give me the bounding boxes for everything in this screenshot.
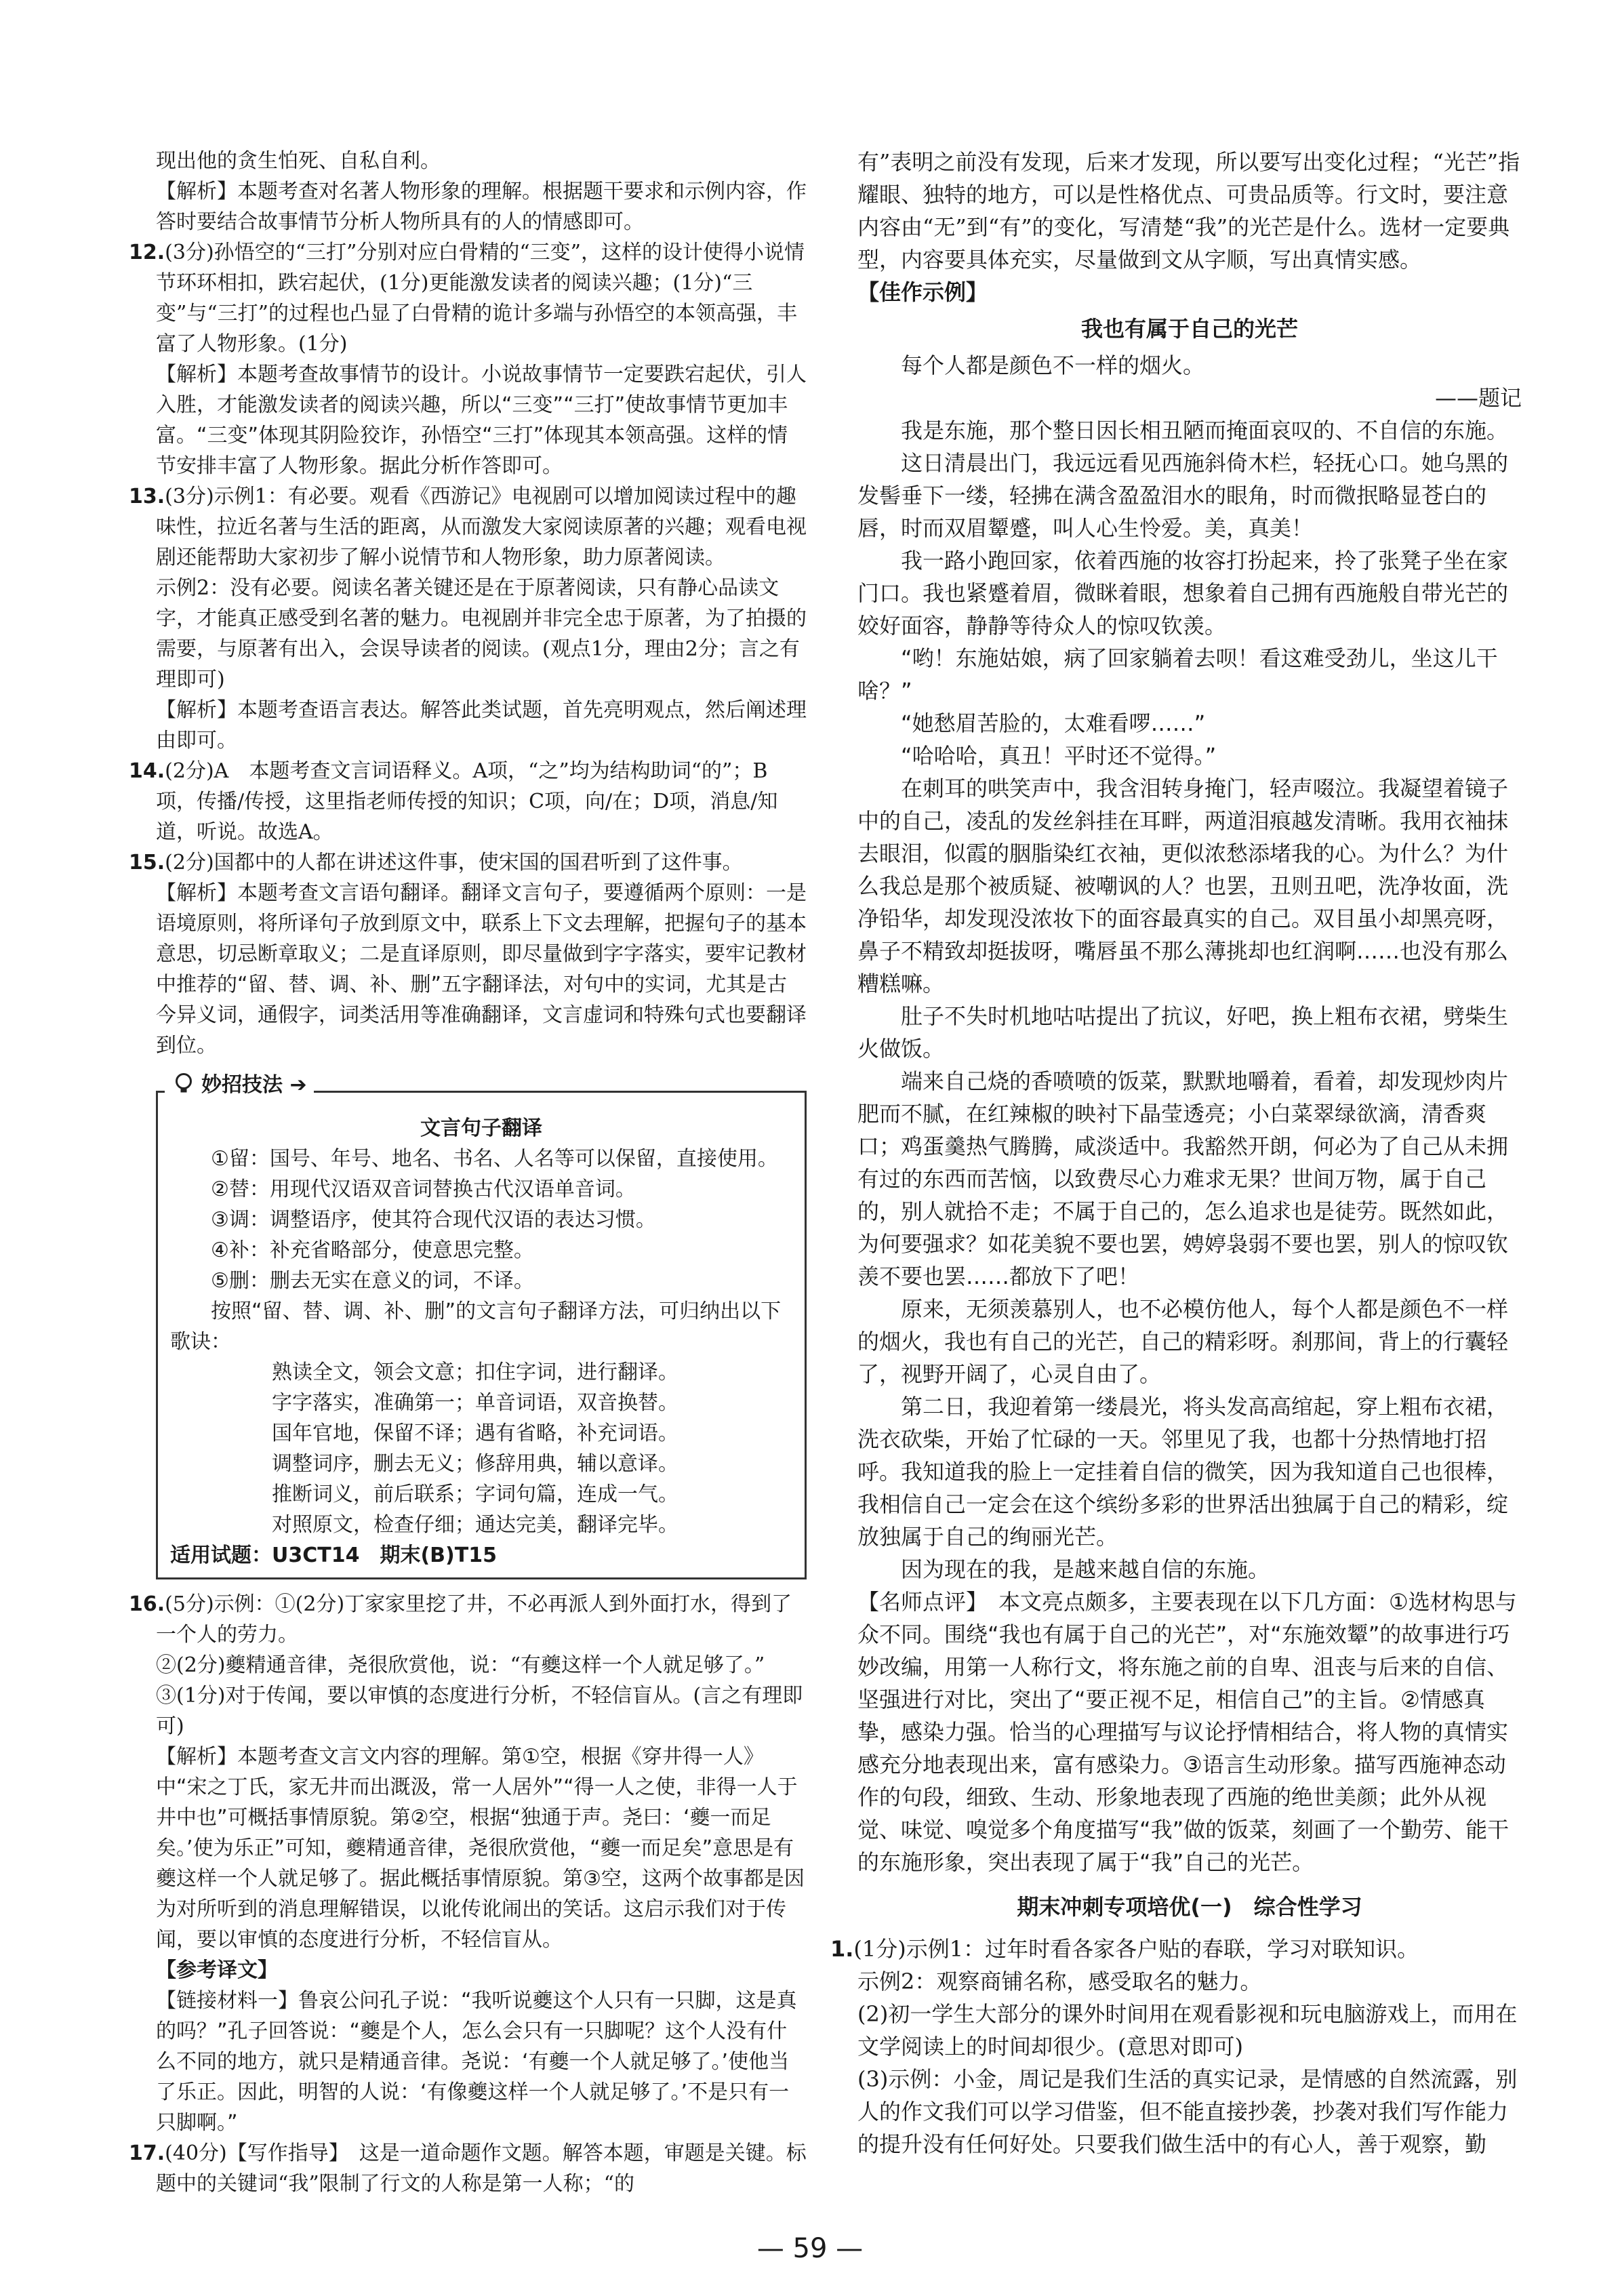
answer-part-2: (2)初一学生大部分的课外时间用在观看影视和玩电脑游戏上，而用在文学阅读上的时间却很少。(意思对即可) [857, 2001, 1518, 2059]
section-title: 期末冲刺专项培优(一) 综合性学习 [1017, 1894, 1362, 1920]
essay-title: 我也有属于自己的光芒 [1080, 316, 1298, 342]
analysis-16: 【解析】本题考查文言文内容的理解。第①空，根据《穿井得一人》中“宋之丁氏，家无井而出溉汲，常一人居外”“得一人之使，非得一人于井中也”可概括事情原貌。第②空，根据“独通于声。尧曰：‘夔一而足矣。’使为乐正”可知，夔精通音律，尧很欣赏他，“夔一而足矣”意思是有夔这样一个人就足够了。据此概括事情原貌。第③空，这两个故事都是因为对所听到的消息理解错误，以讹传讹闹出的笑话。这启示我们对于传闻，要以审慎的态度进行分析，不轻信盲从。 [156, 1745, 805, 1952]
verse-line: 调整词序，删去无义；修辞用典，辅以意译。 [272, 1452, 679, 1476]
right-column [830, 146, 1522, 2160]
section-question-1 [830, 1933, 1522, 1965]
answer-example-2: 示例2：观察商铺名称，感受取名的魅力。 [857, 1969, 1262, 1994]
essay-paragraph: “她愁眉苦脸的，太难看啰……” [901, 710, 1206, 736]
question-number: 1. [830, 1936, 854, 1962]
reference-translation: 【链接材料一】鲁哀公问孔子说：“我听说夔这个人只有一只脚，这是真的吗？”孔子回答说：“夔是个人，怎么会只有一只脚呢？这个人没有什么不同的地方，就只是精通音律。尧说：‘有夔一个人就足够了。’使他当了乐正。因此，明智的人说：‘有像夔这样一个人就足够了。’不是只有一只脚啊。” [156, 1989, 797, 2135]
essay-paragraph: 肚子不失时机地咕咕提出了抗议，好吧，换上粗布衣裙，劈柴生火做饭。 [857, 1003, 1509, 1062]
tip-header [165, 1070, 314, 1100]
analysis-15: 【解析】本题考查文言语句翻译。翻译文言句子，要遵循两个原则：一是语境原则，将所译句子放到原文中，联系上下文去理解，把握句子的基本意思，切忌断章取义；二是直译原则，即尽量做到字字落实，要牢记教材中推荐的“留、替、调、补、删”五字翻译法，对句中的实词，尤其是古今异义词，通假字，词类活用等准确翻译，文言虚词和特殊句式也要翻译到位。 [156, 881, 807, 1058]
essay-paragraph: “哈哈哈，真丑！平时还不觉得。” [901, 743, 1217, 769]
tip-box [156, 1073, 807, 1579]
writing-guide-continued: 有”表明之前没有发现，后来才发现，所以要写出变化过程；“光芒”指耀眼、独特的地方，可以是性格优点、可贵品质等。行文时，要注意内容由“无”到“有”的变化，写清楚“我”的光芒是什么。选材一定要典型，内容要具体充实，尽量做到文从字顺，写出真情实感。 [857, 149, 1520, 273]
essay-paragraph: 因为现在的我，是越来越自信的东施。 [901, 1556, 1270, 1582]
answer-part-3: ③(1分)对于传闻，要以审慎的态度进行分析，不轻信盲从。(言之有理即可) [156, 1684, 803, 1738]
verse-line: 字字落实，准确第一；单音词语，双音换替。 [272, 1391, 679, 1415]
tip-header-label: 妙招技法 [201, 1073, 283, 1097]
answer-text: (40分)【写作指导】 这是一道命题作文题。解答本题，审题是关键。标题中的关键词“我”限制了行文的人称是第一人称；“的 [156, 2141, 807, 2196]
answer-line: 现出他的贪生怕死、自私自利。 [156, 149, 441, 173]
essay-paragraph: 在刺耳的哄笑声中，我含泪转身掩门，轻声啜泣。我凝望着镜子中的自己，凌乱的发丝斜挂在耳畔，两道泪痕越发清晰。我用衣袖抹去眼泪，似霞的胭脂染红衣袖，更似浓愁添堵我的心。为什么？为什么我总是那个被质疑、被嘲讽的人？也罢，丑则丑吧，洗净妆面，洗净铅华，却发现没浓妆下的面容最真实的自己。双目虽小却黑亮呀，鼻子不精致却挺拔呀，嘴唇虽不那么薄挑却也红润啊……也没有那么糟糕嘛。 [857, 776, 1509, 996]
question-13 [129, 481, 807, 573]
tip-item: ⑤删：删去无实在意义的词，不译。 [211, 1269, 534, 1293]
verse-line: 对照原文，检查仔细；通达完美，翻译完毕。 [272, 1513, 679, 1537]
question-16 [129, 1589, 807, 1650]
tip-item: ③调：调整语序，使其符合现代汉语的表达习惯。 [211, 1208, 656, 1232]
verse-line: 推断词义，前后联系；字词句篇，连成一气。 [272, 1483, 679, 1506]
example-tag: 【佳作示例】 [857, 279, 988, 305]
reference-translation-tag: 【参考译文】 [156, 1958, 278, 1982]
answer-text: (2分)A 本题考查文言词语释义。A项，“之”均为结构助词“的”；B项，传播/传授，这里指老师传授的知识；C项，向/在；D项，消息/知道，听说。故选A。 [156, 759, 778, 844]
analysis-13: 【解析】本题考查语言表达。解答此类试题，首先亮明观点，然后阐述理由即可。 [156, 698, 807, 752]
essay-paragraph: 我一路小跑回家，依着西施的妆容打扮起来，拎了张凳子坐在家门口。我也紧蹙着眉，微眯着眼，想象着自己拥有西施般自带光芒的姣好面容，静静等待众人的惊叹钦羡。 [857, 548, 1509, 639]
question-number: 12. [129, 241, 165, 264]
essay-paragraph: “哟！东施姑娘，病了回家躺着去呗！看这难受劲儿，坐这儿干啥？” [857, 645, 1498, 704]
essay-paragraph: 端来自己烧的香喷喷的饭菜，默默地嚼着，看着，却发现炒肉片肥而不腻，在红辣椒的映衬下晶莹透亮；小白菜翠绿欲滴，清香爽口；鸡蛋羹热气腾腾，咸淡适中。我豁然开朗，何必为了自己从未拥有过的东西而苦恼，以致费尽心力难求无果？世间万物，属于自己的，别人就拾不走；不属于自己的，怎么追求也是徒劳。既然如此，为何要强求？如花美貌不要也罢，娉婷袅弱不要也罢，别人的惊叹钦羡不要也罢……都放下了吧！ [857, 1068, 1509, 1289]
question-number: 14. [129, 759, 165, 783]
question-number: 16. [129, 1592, 165, 1616]
lightbulb-icon [171, 1071, 196, 1095]
question-number: 13. [129, 485, 165, 508]
question-15 [129, 847, 807, 878]
essay-paragraph: 这日清晨出门，我远远看见西施斜倚木栏，轻抚心口。她乌黑的发髻垂下一缕，轻拂在满含盈盈泪水的眼角，时而微抿略显苍白的唇，时而双眉颦蹙，叫人心生怜爱。美，真美！ [857, 450, 1509, 541]
arrow-icon: ➔ [283, 1073, 307, 1097]
verse-line: 熟读全文，领会文意；扣住字词，进行翻译。 [272, 1361, 679, 1384]
answer-text: (3分)示例1：有必要。观看《西游记》电视剧可以增加阅读过程中的趣味性，拉近名著与生活的距离，从而激发大家阅读原著的兴趣；观看电视剧还能帮助大家初步了解小说情节和人物形象，助力原著阅读。 [156, 485, 807, 569]
answer-part-2: ②(2分)夔精通音律，尧很欣赏他，说：“有夔这样一个人就足够了。” [156, 1653, 765, 1677]
tip-apply: 适用试题：U3CT14 期末(B)T15 [170, 1544, 497, 1567]
answer-example-2: 示例2：没有必要。阅读名著关键还是在于原著阅读，只有静心品读文字，才能真正感受到名著的魅力。电视剧并非完全忠于原著，为了拍摄的需要，与原著有出入，会误导读者的阅读。(观点1分，理由2分；言之有理即可) [156, 576, 807, 691]
left-column [129, 146, 807, 2199]
question-17 [129, 2138, 807, 2199]
answer-part-3: (3)示例：小金，周记是我们生活的真实记录，是情感的自然流露，别人的作文我们可以学习借鉴，但不能直接抄袭，抄袭对我们写作能力的提升没有任何好处。只要我们做生活中的有心人，善于观察，勤 [857, 2066, 1518, 2157]
tip-item: ①留：国号、年号、地名、书名、人名等可以保留，直接使用。 [211, 1147, 778, 1171]
page-number: — 59 — [756, 2233, 864, 2264]
epigraph-source: ——题记 [1434, 385, 1522, 411]
analysis-11: 【解析】本题考查对名著人物形象的理解。根据题干要求和示例内容，作答时要结合故事情节分析人物所具有的人的情感即可。 [156, 180, 807, 234]
verse-line: 国年官地，保留不译；遇有省略，补充词语。 [272, 1422, 679, 1445]
essay-paragraph: 原来，无须羡慕别人，也不必模仿他人，每个人都是颜色不一样的烟火，我也有自己的光芒，自己的精彩呀。刹那间，背上的行囊轻了，视野开阔了，心灵自由了。 [857, 1296, 1509, 1387]
tip-item: 按照“留、替、调、补、删”的文言句子翻译方法，可归纳出以下歌诀： [170, 1300, 782, 1354]
question-number: 17. [129, 2141, 165, 2165]
answer-text: (3分)孙悟空的“三打”分别对应白骨精的“三变”，这样的设计使得小说情节环环相扣，跌宕起伏，(1分)更能激发读者的阅读兴趣；(1分)“三变”与“三打”的过程也凸显了白骨精的诡计多端与孙悟空的本领高强，丰富了人物形象。(1分) [156, 241, 805, 356]
tip-item: ②替：用现代汉语双音词替换古代汉语单音词。 [211, 1177, 636, 1201]
essay-paragraph: 我是东施，那个整日因长相丑陋而掩面哀叹的、不自信的东施。 [901, 418, 1509, 443]
answer-text: (5分)示例：①(2分)丁家家里挖了井，不必再派人到外面打水，得到了一个人的劳力。 [156, 1592, 792, 1647]
analysis-12: 【解析】本题考查故事情节的设计。小说故事情节一定要跌宕起伏，引人入胜，才能激发读者的阅读兴趣，所以“三变”“三打”使故事情节更加丰富。“三变”体现其阴险狡诈，孙悟空“三打”体现其本领高强。这样的情节安排丰富了人物形象。据此分析作答即可。 [156, 363, 807, 478]
tip-item: ④补：补充省略部分，使意思完整。 [211, 1238, 534, 1262]
essay-paragraph: 第二日，我迎着第一缕晨光，将头发高高绾起，穿上粗布衣裙，洗衣砍柴，开始了忙碌的一天。邻里见了我，也都十分热情地打招呼。我知道我的脸上一定挂着自信的微笑，因为我知道自己也很棒，我相信自己一定会在这个缤纷多彩的世界活出独属于自己的精彩，绽放独属于自己的绚丽光芒。 [857, 1394, 1509, 1550]
tip-title: 文言句子翻译 [420, 1116, 542, 1140]
teacher-comment: 【名师点评】 本文亮点颇多，主要表现在以下几方面：①选材构思与众不同。围绕“我也有属于自己的光芒”，对“东施效颦”的故事进行巧妙改编，用第一人称行文，将东施之前的自卑、沮丧与后来的自信、坚强进行对比，突出了“要正视不足，相信自己”的主旨。②情感真挚，感染力强。恰当的心理描写与议论抒情相结合，将人物的真情实感充分地表现出来，富有感染力。③语言生动形象。描写西施神态动作的句段，细致、生动、形象地表现了西施的绝世美颜；此外从视觉、味觉、嗅觉多个角度描写“我”做的饭菜，刻画了一个勤劳、能干的东施形象，突出表现了属于“我”自己的光芒。 [857, 1589, 1517, 1875]
question-14 [129, 756, 807, 847]
question-number: 15. [129, 851, 165, 874]
answer-text: (1分)示例1：过年时看各家各户贴的春联，学习对联知识。 [853, 1936, 1419, 1962]
question-12 [129, 237, 807, 359]
answer-text: (2分)国都中的人都在讲述这件事，使宋国的国君听到了这件事。 [165, 851, 743, 874]
epigraph: 每个人都是颜色不一样的烟火。 [901, 353, 1205, 378]
